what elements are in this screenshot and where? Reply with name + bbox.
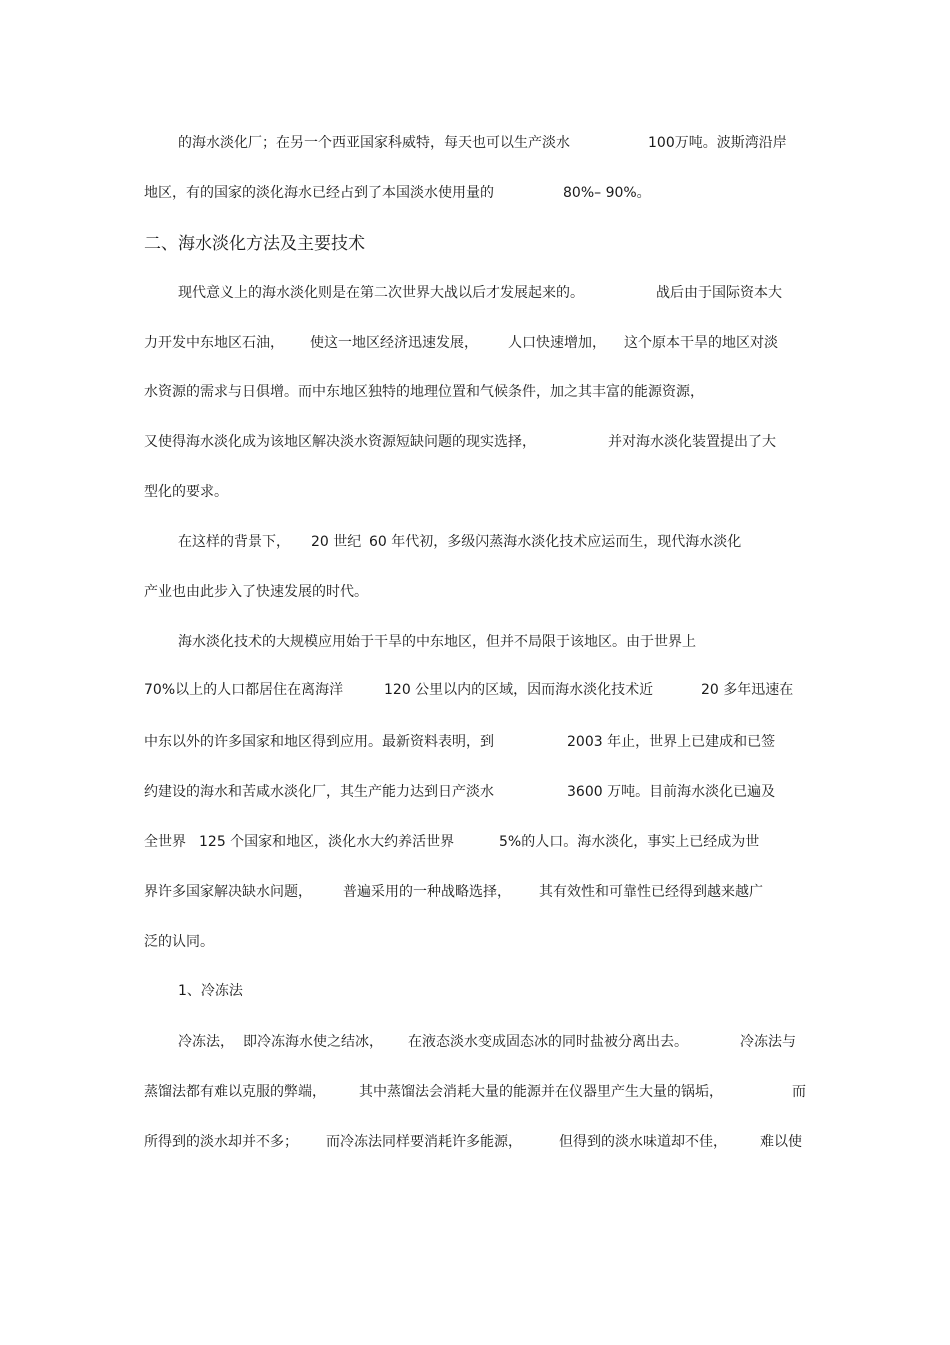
text-segment: 全世界 (144, 834, 186, 850)
text-segment: 型化的要求。 (144, 484, 228, 500)
text-segment: 60 年代初，多级闪蒸海水淡化技术应运而生，现代海水淡化 (369, 534, 742, 550)
text-segment: 80%– 90%。 (563, 185, 651, 201)
text-segment: 但得到的淡水味道却不佳， (559, 1134, 727, 1150)
text-segment: 即冷冻海水使之结冰， (243, 1034, 383, 1050)
section-heading: 二、海水淡化方法及主要技术 (144, 234, 365, 254)
text-segment: 5%的人口。海水淡化，事实上已经成为世 (499, 834, 760, 850)
text-segment: 普遍采用的一种战略选择， (343, 884, 511, 900)
text-segment: 其中蒸馏法会消耗大量的能源并在仪器里产生大量的锅垢， (359, 1084, 723, 1100)
text-segment: 又使得海水淡化成为该地区解决淡水资源短缺问题的现实选择， (144, 434, 536, 450)
text-segment: 界许多国家解决缺水问题， (144, 884, 312, 900)
text-segment: 的海水淡化厂；在另一个西亚国家科威特，每天也可以生产淡水 (178, 135, 570, 151)
text-segment: 蒸馏法都有难以克服的弊端， (144, 1084, 326, 1100)
text-segment: 在液态淡水变成固态冰的同时盐被分离出去。 (408, 1034, 688, 1050)
text-segment: 战后由于国际资本大 (656, 285, 782, 301)
text-segment: 120 公里以内的区域，因而海水淡化技术近 (384, 682, 654, 698)
text-segment: 冷冻法， (178, 1034, 234, 1050)
text-segment: 约建设的海水和苦咸水淡化厂，其生产能力达到日产淡水 (144, 784, 494, 800)
text-segment: 20 世纪 (311, 534, 362, 550)
text-segment: 其有效性和可靠性已经得到越来越广 (539, 884, 763, 900)
text-segment: 20 多年迅速在 (701, 682, 794, 698)
text-segment: 所得到的淡水却并不多； (144, 1134, 298, 1150)
text-segment: 而冷冻法同样要消耗许多能源， (326, 1134, 522, 1150)
text-segment: 力开发中东地区石油， (144, 335, 284, 351)
text-segment: 泛的认同。 (144, 934, 214, 950)
text-segment: 3600 万吨。目前海水淡化已遍及 (567, 784, 776, 800)
text-segment: 人口快速增加， (508, 335, 606, 351)
text-segment: 产业也由此步入了快速发展的时代。 (144, 584, 368, 600)
text-segment: 冷冻法与 (740, 1034, 796, 1050)
subsection-heading: 1、冷冻法 (178, 983, 243, 999)
text-segment: 水资源的需求与日俱增。而中东地区独特的地理位置和气候条件，加之其丰富的能源资源， (144, 384, 704, 400)
text-segment: 2003 年止，世界上已建成和已签 (567, 734, 776, 750)
text-segment: 使这一地区经济迅速发展， (310, 335, 478, 351)
text-segment: 70%以上的人口都居住在离海洋 (144, 682, 344, 698)
text-segment: 而 (792, 1084, 806, 1100)
text-segment: 难以使 (760, 1134, 802, 1150)
text-segment: 在这样的背景下， (178, 534, 290, 550)
text-segment: 海水淡化技术的大规模应用始于干旱的中东地区，但并不局限于该地区。由于世界上 (178, 634, 696, 650)
text-segment: 中东以外的许多国家和地区得到应用。最新资料表明，到 (144, 734, 494, 750)
text-segment: 125 个国家和地区，淡化水大约养活世界 (199, 834, 455, 850)
text-segment: 100万吨。波斯湾沿岸 (648, 135, 787, 151)
text-segment: 并对海水淡化装置提出了大 (608, 434, 776, 450)
text-segment: 地区，有的国家的淡化海水已经占到了本国淡水使用量的 (144, 185, 494, 201)
text-segment: 现代意义上的海水淡化则是在第二次世界大战以后才发展起来的。 (178, 285, 584, 301)
text-segment: 这个原本干旱的地区对淡 (624, 335, 778, 351)
